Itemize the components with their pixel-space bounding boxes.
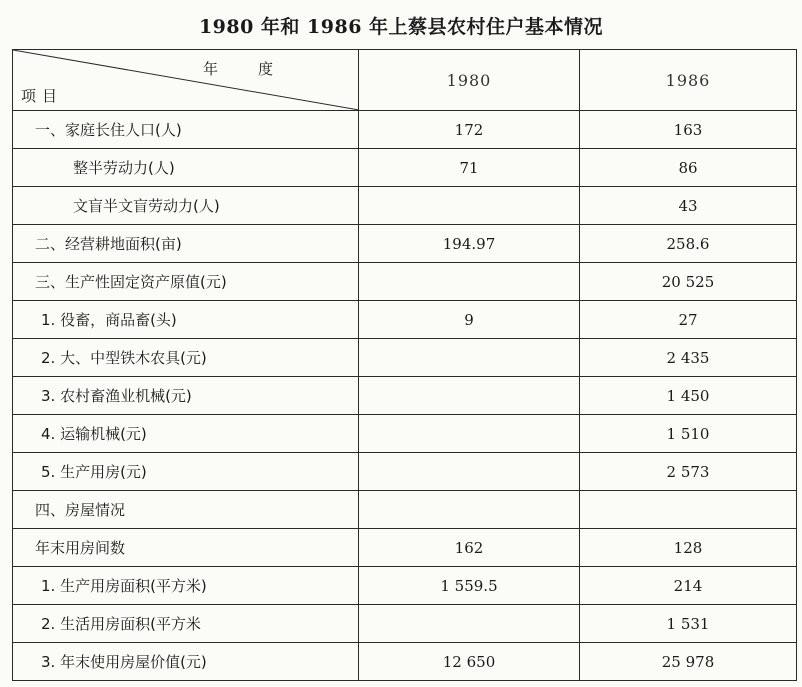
table-row xyxy=(13,187,797,225)
row-label: 一、家庭长住人口(人) xyxy=(13,111,359,149)
corner-header-cell xyxy=(13,50,359,111)
cell-1980: 194.97 xyxy=(359,225,580,263)
cell-1980 xyxy=(359,339,580,377)
table-row xyxy=(13,339,797,377)
col-header-1980: 1980 xyxy=(359,50,580,111)
table-row xyxy=(13,491,797,529)
table-header-row xyxy=(13,50,797,111)
col-header-1986: 1986 xyxy=(580,50,797,111)
table-row xyxy=(13,643,797,681)
cell-1980: 9 xyxy=(359,301,580,339)
row-label: 2. 大、中型铁木农具(元) xyxy=(13,339,359,377)
table-row xyxy=(13,301,797,339)
cell-1986: 258.6 xyxy=(580,225,797,263)
cell-1980 xyxy=(359,453,580,491)
cell-1986: 1 450 xyxy=(580,377,797,415)
cell-1980 xyxy=(359,263,580,301)
cell-1986: 163 xyxy=(580,111,797,149)
table-row xyxy=(13,453,797,491)
table-row xyxy=(13,111,797,149)
row-label: 5. 生产用房(元) xyxy=(13,453,359,491)
row-label: 三、生产性固定资产原值(元) xyxy=(13,263,359,301)
cell-1986: 1 510 xyxy=(580,415,797,453)
cell-1986: 2 435 xyxy=(580,339,797,377)
cell-1986: 25 978 xyxy=(580,643,797,681)
cell-1980 xyxy=(359,491,580,529)
row-label: 1. 役畜，商品畜(头) xyxy=(13,301,359,339)
cell-1986: 214 xyxy=(580,567,797,605)
table-row xyxy=(13,225,797,263)
cell-1980: 71 xyxy=(359,149,580,187)
cell-1986: 27 xyxy=(580,301,797,339)
table-row xyxy=(13,529,797,567)
row-label: 2. 生活用房面积(平方米 xyxy=(13,605,359,643)
row-label: 整半劳动力(人) xyxy=(13,149,359,187)
row-label: 文盲半文盲劳动力(人) xyxy=(13,187,359,225)
table-row xyxy=(13,567,797,605)
row-label: 二、经营耕地面积(亩) xyxy=(13,225,359,263)
page-title: 1980 年和 1986 年上蔡县农村住户基本情况 xyxy=(198,16,604,38)
corner-item-label: 项目 xyxy=(21,87,64,105)
table-row xyxy=(13,415,797,453)
cell-1986: 128 xyxy=(580,529,797,567)
cell-1986: 2 573 xyxy=(580,453,797,491)
cell-1980: 162 xyxy=(359,529,580,567)
row-label: 四、房屋情况 xyxy=(13,491,359,529)
cell-1986: 43 xyxy=(580,187,797,225)
table-row xyxy=(13,605,797,643)
table-row xyxy=(13,377,797,415)
data-table xyxy=(12,49,797,681)
corner-year-label: 年度 xyxy=(203,60,314,78)
cell-1980 xyxy=(359,187,580,225)
row-label: 3. 农村畜渔业机械(元) xyxy=(13,377,359,415)
cell-1980 xyxy=(359,415,580,453)
row-label: 年末用房间数 xyxy=(13,529,359,567)
row-label: 4. 运输机械(元) xyxy=(13,415,359,453)
cell-1986: 86 xyxy=(580,149,797,187)
cell-1986 xyxy=(580,491,797,529)
cell-1980: 12 650 xyxy=(359,643,580,681)
table-row xyxy=(13,149,797,187)
cell-1986: 20 525 xyxy=(580,263,797,301)
row-label: 1. 生产用房面积(平方米) xyxy=(13,567,359,605)
cell-1986: 1 531 xyxy=(580,605,797,643)
cell-1980: 172 xyxy=(359,111,580,149)
cell-1980 xyxy=(359,605,580,643)
table-row xyxy=(13,263,797,301)
cell-1980: 1 559.5 xyxy=(359,567,580,605)
row-label: 3. 年末使用房屋价值(元) xyxy=(13,643,359,681)
cell-1980 xyxy=(359,377,580,415)
